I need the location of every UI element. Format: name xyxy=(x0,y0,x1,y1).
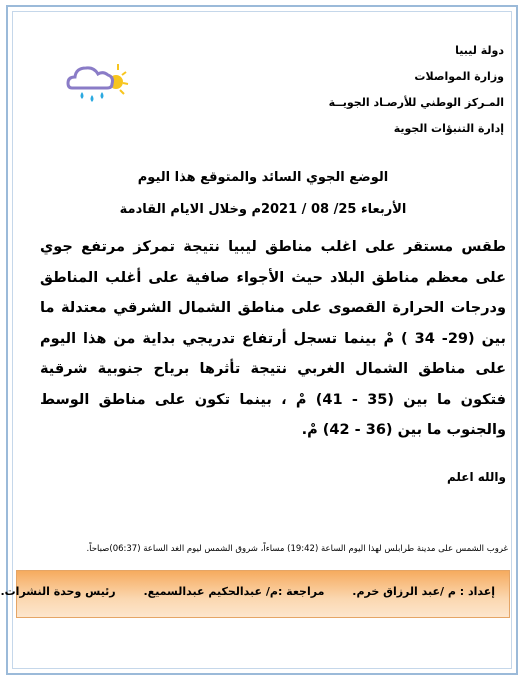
forecast-body: طقس مستقر على اغلب مناطق ليبيا نتيجة تمركز مرتفع جوي على معظم مناطق البلاد حيث الأجواء صافية على أغلب المناطق ودرجات الحرارة القصوى على مناطق الشمال الشرقي معتدلة ما بين (29- 34 ) مْ بينما تسجل أرتفاع تدريجي بداية من هذا اليوم على مناطق الشمال الغربي نتيجة تأثرها برياح جنوبية شرقية فتكون ما بين (35 - 41) مْ ، بينما تكون على مناطق الوسط والجنوب ما بين (36 - 42) مْ. xyxy=(40,239,506,438)
footer-credits-bar xyxy=(0,570,510,618)
footer-credits xyxy=(0,585,495,598)
cloud-rain-sun-icon xyxy=(62,58,132,108)
org-line-department: إدارة التنبؤات الجوية xyxy=(393,122,504,135)
sunset-sunrise-note: غروب الشمس على مدينة طرابلس لهذا اليوم الساعة (19:42) مساءاً، شروق الشمس ليوم الغد الساعة (06:37)صباحاً. xyxy=(86,544,508,554)
report-date: الأربعاء 25/ 08 / 2021م وخلال الايام القادمة xyxy=(119,202,407,217)
closing-phrase: والله اعلم xyxy=(446,470,506,484)
org-line-center: المـركز الوطني للأرصـاد الجويــة xyxy=(328,96,504,109)
report-title: الوضع الجوي السائد والمتوقع هذا اليوم xyxy=(137,170,389,185)
org-line-ministry: وزارة المواصلات xyxy=(414,70,504,83)
bulletin-unit-head: رئيس وحدة النشرات. xyxy=(0,585,116,598)
prepared-by: إعداد : م /عبد الرزاق خرم. xyxy=(352,585,495,598)
reviewed-by: مراجعة :م/ عبدالحكيم عبدالسميع. xyxy=(143,585,325,598)
org-line-country: دولة ليبيا xyxy=(455,44,504,57)
organization-header xyxy=(329,38,504,142)
